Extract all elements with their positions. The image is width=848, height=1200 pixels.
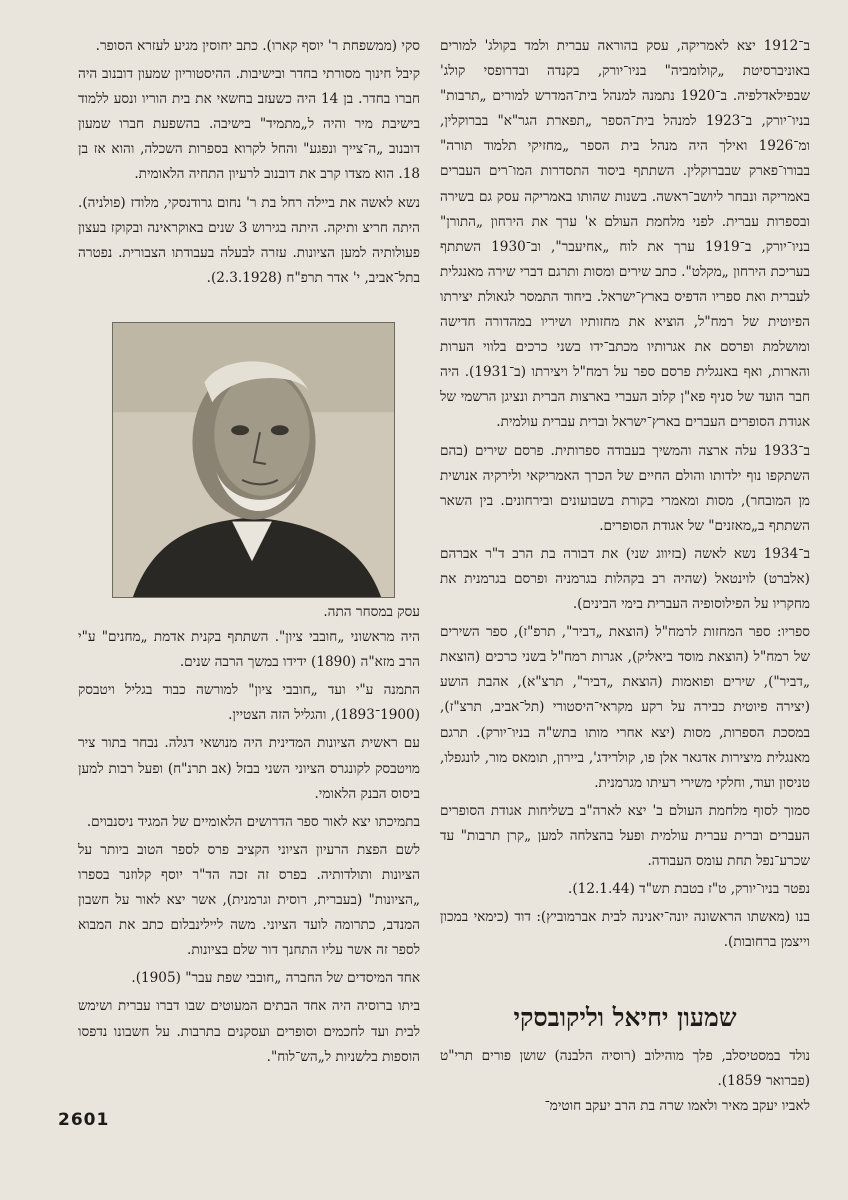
paragraph: ב־1934 נשא לאשה (בזיווג שני) את דבורה בת הרב ד"ר אברהם (אלברט) לוינטאל (שהיה רב בקהלות בגרמניה ופרסם בגרמנית את מחקריו על הפילוסופיה העברית בימי הבינים).: [440, 545, 810, 613]
paragraph: סמוך לסוף מלחמת העולם ב' יצא לארה"ב בשליחות אגודת הסופרים העברים וברית עברית עולמית ופעל בהצלחה למען „קרן תרבות" עד שכרע־נפל תחת עומס העבודה.: [440, 802, 810, 869]
portrait-photo-icon: [113, 323, 394, 597]
paragraph: התמנה ע"י ועד „חובבי ציון" למורשה כבוד בגליל ויטבסק (1900־1893), והגליל הזה הצטיין.: [78, 682, 420, 724]
paragraph: ב־1912 יצא לאמריקה, עסק בהוראה עברית ולמד בקולג' למורים באוניברסיטת „קולומביה" בניו־יורק, בקנדה ובדרופסי קולג' שבפילאדלפיה. ב־1920 נתמנה למנהל בית־המדרש למורים „תרבות" בניו־יורק, ב־1923 למנהל בית־הספר „תפארת הגר"א" בברוקלין, ומ־1926 ואילך היה מנהל בית הספר „מחזיקי תלמוד תורה" בבורו־פארק שבברוקלין. השתתף ביסוד התסדרות המו־רים העברים באמריקה ונבחר ליושב־ראשה. בשנות שהותו באמריקה עסק גם בשירה ובספרות עברית. לפני מלחמת העולם א' ערך את הירחון „התורן" בניו־יורק, ב־1919 ערך את לוח „אחיעבר", וב־1930 השתתף בעריכת הירחון „מקלט". כתב שירים ומסות ותרגם דברי שירה מאנגלית לעברית ואת ספריו הדפיס בארץ־ישראל. ביחוד התמסר לגאולת יצירתו הפיוטית של רמח"ל, הוציא את מחזותיו ושיריו במהדורה חדישה ומושלמת ופרסם את אגרותיו מכתב־ידו בשני כרכים בלווי הערות והארות, ואף באנגלית פרסם ספר על רמח"ל ויצירתו (ב־1931). היה חבר הועד של סניף פא"ן קלוב העברי בארצות הברית ונציגן הרשמי של אגודת הסופרים העברים בארץ־ישראל וברית עברית עולמית.: [440, 38, 810, 431]
paragraph: ספריו: ספר המחזות לרמח"ל (הוצאת „דביר", תרפ"ז), ספר השירים של רמח"ל (הוצאת מוסד ביאליק), אגרות רמח"ל בשני כרכים (הוצאת „דביר"), שירים ופואמות (הוצאת „דביר", תרצ"א), אהבת הושע (יצירה פיוטית כבירה על רקע מקראי־היסטורי (תל־אביב, תרצ"ז), במסכת הספרות, מסות (יצא אחרי מותו בתש"ה בניו־יורק). תרגם מאנגלית מיצירות אדגאר אלן פו, קולרידג', ביירון, תומאס מור, לונגפלו, טניסון ועוד, וחלקי משירי רעיתו מגרמנית.: [440, 624, 810, 791]
paragraph: ב־1933 עלה ארצה והמשיך בעבודה ספרותית. פרסם שירים (בהם השתקפו נוף ילדותו והולם החיים של הכרך האמריקאי ולירקיה אנושית מן המובחר), מסות ומאמרי בקורת בשבועונים ובירחונים. בין השאר השתתף ב„מאזנים" של אגודת הסופרים.: [440, 442, 810, 534]
paragraph: לאביו יעקב מאיר ולאמו שרה בת הרב יעקב חוטימ־: [544, 1098, 810, 1115]
paragraph: קיבל חינוך מסורתי בחדר ובישיבות. ההיסטוריון שמעון דובנוב היה חברו בחדר. בן 14 היה כשעזב בחשאי את בית הוריו ונסע ללמוד בישיבת מיר והיה ל„מתמיד" בישיבה. בהשפעת חברו שמעון דובנוב „ה־צייך ונפגע" והחל לקרוא בספרות השכלה, והוא אז בן 18. הוא מצדו קרב את דובנוב לרעיון התחיה הלאומית.: [78, 66, 420, 183]
portrait-photo: [112, 322, 395, 598]
paragraph: היה מראשוני „חובבי ציון". השתתף בקנית אדמת „מחנים" ע"י הרב מזא"ה (1890) ידידו במשך הרבה שנים.: [78, 629, 420, 671]
entry-heading: שמעון יחיאל וליקובסקי: [513, 1003, 737, 1032]
page-number: 2601: [58, 1110, 110, 1130]
left-column-bottom: [78, 600, 420, 1070]
paragraph: נשא לאשה את ביילה רחל בת ר' נחום גרודנסקי, מלודז (פולניה). היתה חריצ ותיקה. היתה בגירוש 3 שנים באוקראינה ובקוקז בעצון פעולותיה למען הציונות. עזרה לבעלה בעבודתו הצבורית. נפטרה בתל־אביב, י' אדר תרפ"ח (2.3.1928).: [78, 194, 420, 286]
paragraph: אחד המיסדים של החברה „חובבי שפת עבר" (1905).: [131, 970, 420, 987]
paragraph: סקי (ממשפחת ר' יוסף קארו). כתב יחוסין מגיע לעזרא הסופר.: [95, 38, 420, 54]
paragraph: בתמיכתו יצא לאור ספר הדרושים הלאומיים של המגיד ניסנבוים.: [86, 813, 420, 830]
paragraph: עסק במסחר התה.: [323, 604, 420, 620]
paragraph: נפטר בניו־יורק, ט"ז בטבת תש"ד (12.1.44).: [568, 881, 810, 898]
paragraph: ביתו ברוסיה היה אחד הבתים המעוטים שבו דברו עברית ושימש לבית ועד לחכמים וסופרים ועסקנים בתרבות. על חשבונו נדפסו הוספות בלשניות ל„הש־לוח".: [78, 998, 420, 1065]
left-column-top: [78, 34, 420, 291]
paragraph: נולד במסטיסלב, פלך מוהילוב (רוסיה הלבנה) שושן פורים תרי"ט (פברואר 1859).: [440, 1048, 810, 1090]
birth-column: [440, 1044, 810, 1119]
paragraph: עם ראשית הציונות המדינית היה מנושאי דגלה. נבחר בתור ציר מויטבסק לקונגרס הציוני השני בבזל (אב תרנ"ח) ופעל רבות למען ביסוס הבנק הלאומי.: [78, 735, 420, 802]
right-column: [440, 34, 810, 955]
paragraph: לשם הפצת הרעיון הציוני הקציב פרס לספר הטוב ביותר על הציונות ותולדותיה. בפרס זה זכה הד"ר יוסף קלוזנר בספרו „הציונות" (בעברית, רוסית וגרמנית), אשר יצא לאור על חשבון המנדב, כתרומה לועד הציוני. משה ליילינבלום כתב את המבוא לספר זה אשר עליו התחנך דור שלם בציונות.: [78, 841, 420, 959]
paragraph: בנו (מאשתו הראשונה יונה־יאנינה לבית אברמוביץ): דוד (כימאי במכון וייצמן ברחובות).: [440, 909, 810, 951]
